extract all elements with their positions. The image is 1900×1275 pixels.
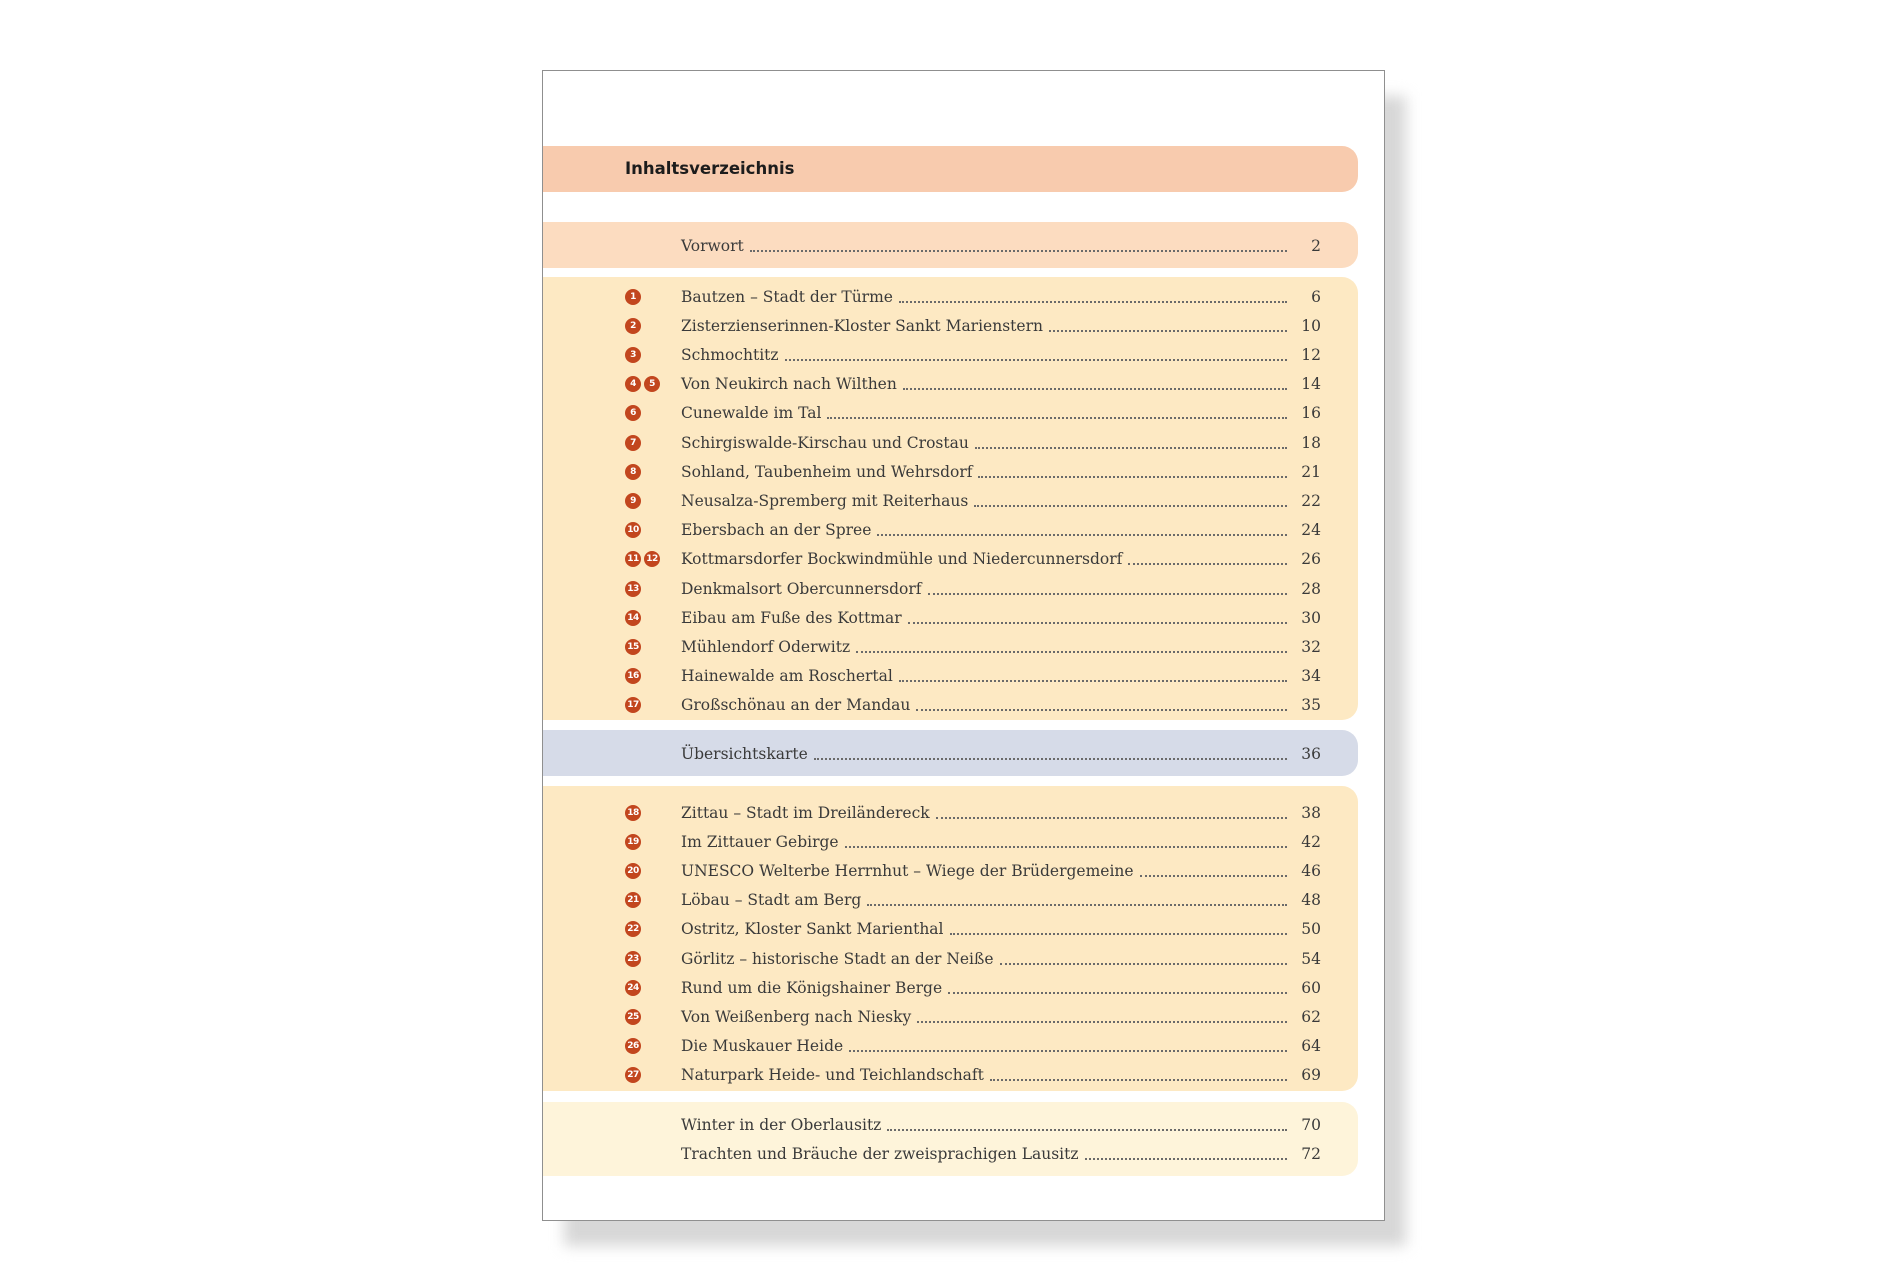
entry-label: Cunewalde im Tal xyxy=(681,404,822,423)
entry-label: Vorwort xyxy=(681,236,744,255)
entry-label: Hainewalde am Roschertal xyxy=(681,667,893,686)
entry-label: Die Muskauer Heide xyxy=(681,1037,844,1056)
entry-label: Löbau – Stadt am Berg xyxy=(681,891,862,910)
leader-dots xyxy=(887,1129,1287,1131)
entry-number-badges xyxy=(625,798,641,827)
entry-number-badges xyxy=(625,886,641,915)
entry-number-badges xyxy=(625,691,641,720)
leader-dots xyxy=(899,680,1287,682)
entry-label: UNESCO Welterbe Herrnhut – Wiege der Brüdergemeine xyxy=(681,861,1134,880)
entry-page: 69 xyxy=(1301,1066,1321,1085)
toc-entry[interactable] xyxy=(681,886,1321,915)
entry-page: 36 xyxy=(1301,744,1321,763)
entry-label: Denkmalsort Obercunnersdorf xyxy=(681,579,922,598)
toc-entry[interactable] xyxy=(681,915,1321,944)
number-badge-icon: 10 xyxy=(625,522,641,538)
entry-page: 70 xyxy=(1301,1115,1321,1134)
leader-dots xyxy=(974,505,1287,507)
leader-dots xyxy=(1000,963,1287,965)
number-badge-icon: 15 xyxy=(625,639,641,655)
entry-number-badges xyxy=(625,516,641,545)
entry-number-badges xyxy=(625,574,641,603)
entry-number-badges xyxy=(625,973,641,1002)
entry-label: Bautzen – Stadt der Türme xyxy=(681,287,893,306)
entry-page: 2 xyxy=(1311,236,1321,255)
entry-label: Ostritz, Kloster Sankt Marienthal xyxy=(681,920,944,939)
leader-dots xyxy=(916,709,1287,711)
leader-dots xyxy=(990,1079,1287,1081)
entry-page: 38 xyxy=(1301,803,1321,822)
toc-entry[interactable] xyxy=(681,1110,1321,1139)
entry-label: Kottmarsdorfer Bockwindmühle und Niedercunnersdorf xyxy=(681,550,1123,569)
number-badge-icon: 26 xyxy=(625,1038,641,1054)
entry-label: Naturpark Heide- und Teichlandschaft xyxy=(681,1066,984,1085)
number-badge-icon: 5 xyxy=(644,376,660,392)
entry-page: 60 xyxy=(1301,978,1321,997)
entry-page: 50 xyxy=(1301,920,1321,939)
entry-label: Rund um die Königshainer Berge xyxy=(681,978,943,997)
number-badge-icon: 20 xyxy=(625,863,641,879)
leader-dots xyxy=(1049,330,1287,332)
entry-page: 24 xyxy=(1301,521,1321,540)
number-badge-icon: 2 xyxy=(625,318,641,334)
entry-page: 48 xyxy=(1301,891,1321,910)
number-badge-icon: 18 xyxy=(625,805,641,821)
leader-dots xyxy=(936,817,1287,819)
leader-dots xyxy=(928,593,1288,595)
entry-number-badges xyxy=(625,457,641,486)
toc-entry[interactable] xyxy=(681,545,1321,574)
toc-entry[interactable] xyxy=(681,516,1321,545)
leader-dots xyxy=(845,846,1287,848)
entry-label: Mühlendorf Oderwitz xyxy=(681,637,851,656)
entry-label: Görlitz – historische Stadt an der Neiße xyxy=(681,949,994,968)
leader-dots xyxy=(1140,875,1287,877)
entry-label: Winter in der Oberlausitz xyxy=(681,1115,882,1134)
number-badge-icon: 12 xyxy=(644,551,660,567)
entry-page: 72 xyxy=(1301,1144,1321,1163)
number-badge-icon: 8 xyxy=(625,464,641,480)
entry-label: Schirgiswalde-Kirschau und Crostau xyxy=(681,433,969,452)
entry-page: 21 xyxy=(1301,462,1321,481)
entry-number-badges xyxy=(625,603,641,632)
leader-dots xyxy=(1128,563,1287,565)
toc-entry[interactable] xyxy=(681,1139,1321,1168)
title-band xyxy=(543,146,1358,192)
leader-dots xyxy=(1085,1158,1287,1160)
entry-number-badges xyxy=(625,282,641,311)
leader-dots xyxy=(975,447,1287,449)
entry-page: 14 xyxy=(1301,375,1321,394)
toc-entry[interactable] xyxy=(681,457,1321,486)
entry-page: 26 xyxy=(1301,550,1321,569)
number-badge-icon: 14 xyxy=(625,610,641,626)
toc-entry-vorwort[interactable] xyxy=(681,231,1321,260)
number-badge-icon: 21 xyxy=(625,892,641,908)
toc-entry[interactable] xyxy=(681,1002,1321,1031)
number-badge-icon: 13 xyxy=(625,581,641,597)
entry-label: Großschönau an der Mandau xyxy=(681,696,911,715)
entry-page: 22 xyxy=(1301,491,1321,510)
number-badge-icon: 24 xyxy=(625,980,641,996)
leader-dots xyxy=(948,992,1287,994)
toc-entry[interactable] xyxy=(681,827,1321,856)
entry-label: Im Zittauer Gebirge xyxy=(681,832,839,851)
entry-number-badges xyxy=(625,311,641,340)
entry-page: 32 xyxy=(1301,637,1321,656)
entry-label: Ebersbach an der Spree xyxy=(681,521,872,540)
toc-entry[interactable] xyxy=(681,798,1321,827)
toc-entry[interactable] xyxy=(681,856,1321,885)
entry-page: 6 xyxy=(1311,287,1321,306)
entry-label: Zittau – Stadt im Dreiländereck xyxy=(681,803,930,822)
entry-page: 28 xyxy=(1301,579,1321,598)
number-badge-icon: 27 xyxy=(625,1067,641,1083)
number-badge-icon: 7 xyxy=(625,435,641,451)
entry-page: 54 xyxy=(1301,949,1321,968)
entry-number-badges xyxy=(625,915,641,944)
number-badge-icon: 17 xyxy=(625,697,641,713)
leader-dots xyxy=(908,622,1287,624)
entry-label: Von Weißenberg nach Niesky xyxy=(681,1007,912,1026)
toc-entry-map[interactable] xyxy=(681,739,1321,768)
entry-label: Eibau am Fuße des Kottmar xyxy=(681,608,902,627)
number-badge-icon: 23 xyxy=(625,951,641,967)
entry-page: 35 xyxy=(1301,696,1321,715)
leader-dots xyxy=(814,758,1287,760)
entry-page: 34 xyxy=(1301,667,1321,686)
entry-page: 10 xyxy=(1301,316,1321,335)
number-badge-icon: 4 xyxy=(625,376,641,392)
number-badge-icon: 16 xyxy=(625,668,641,684)
leader-dots xyxy=(785,359,1287,361)
leader-dots xyxy=(950,933,1287,935)
toc-entry[interactable] xyxy=(681,973,1321,1002)
entry-number-badges xyxy=(625,428,641,457)
entry-page: 16 xyxy=(1301,404,1321,423)
entry-label: Sohland, Taubenheim und Wehrsdorf xyxy=(681,462,973,481)
number-badge-icon: 6 xyxy=(625,405,641,421)
entry-number-badges xyxy=(625,486,641,515)
toc-entry[interactable] xyxy=(681,632,1321,661)
toc-entry[interactable] xyxy=(681,370,1321,399)
entry-page: 64 xyxy=(1301,1037,1321,1056)
number-badge-icon: 19 xyxy=(625,834,641,850)
entry-number-badges xyxy=(625,370,660,399)
entry-page: 42 xyxy=(1301,832,1321,851)
toc-entry[interactable] xyxy=(681,691,1321,720)
entry-number-badges xyxy=(625,1002,641,1031)
number-badge-icon: 9 xyxy=(625,493,641,509)
entry-label: Neusalza-Spremberg mit Reiterhaus xyxy=(681,491,969,510)
entry-number-badges xyxy=(625,856,641,885)
toc-entry[interactable] xyxy=(681,340,1321,369)
entry-page: 46 xyxy=(1301,861,1321,880)
leader-dots xyxy=(903,388,1287,390)
toc-entry[interactable] xyxy=(681,662,1321,691)
leader-dots xyxy=(899,301,1287,303)
toc-entry[interactable] xyxy=(681,399,1321,428)
entry-number-badges xyxy=(625,1032,641,1061)
leader-dots xyxy=(867,904,1287,906)
toc-entry[interactable] xyxy=(681,282,1321,311)
number-badge-icon: 3 xyxy=(625,347,641,363)
entry-number-badges xyxy=(625,827,641,856)
entry-label: Schmochtitz xyxy=(681,345,779,364)
entry-label: Übersichtskarte xyxy=(681,744,808,763)
entry-number-badges xyxy=(625,399,641,428)
entry-number-badges xyxy=(625,340,641,369)
leader-dots xyxy=(877,534,1287,536)
entry-page: 18 xyxy=(1301,433,1321,452)
toc-entry[interactable] xyxy=(681,486,1321,515)
number-badge-icon: 22 xyxy=(625,921,641,937)
leader-dots xyxy=(978,476,1287,478)
leader-dots xyxy=(856,651,1287,653)
document-page xyxy=(542,70,1385,1221)
toc-entry[interactable] xyxy=(681,311,1321,340)
entry-label: Zisterzienserinnen-Kloster Sankt Marienstern xyxy=(681,316,1043,335)
toc-entry[interactable] xyxy=(681,428,1321,457)
entry-number-badges xyxy=(625,662,641,691)
toc-entry[interactable] xyxy=(681,1061,1321,1090)
leader-dots xyxy=(827,417,1287,419)
entry-page: 12 xyxy=(1301,345,1321,364)
entry-page: 30 xyxy=(1301,608,1321,627)
leader-dots xyxy=(849,1050,1287,1052)
entry-label: Von Neukirch nach Wilthen xyxy=(681,375,897,394)
entry-page: 62 xyxy=(1301,1007,1321,1026)
entry-number-badges xyxy=(625,944,641,973)
entry-number-badges xyxy=(625,545,660,574)
number-badge-icon: 1 xyxy=(625,289,641,305)
entry-label: Trachten und Bräuche der zweisprachigen Lausitz xyxy=(681,1144,1079,1163)
toc-entry[interactable] xyxy=(681,574,1321,603)
number-badge-icon: 25 xyxy=(625,1009,641,1025)
toc-entry[interactable] xyxy=(681,944,1321,973)
toc-title: Inhaltsverzeichnis xyxy=(625,159,795,178)
toc-entry[interactable] xyxy=(681,1032,1321,1061)
leader-dots xyxy=(750,250,1287,252)
entry-number-badges xyxy=(625,632,641,661)
entry-number-badges xyxy=(625,1061,641,1090)
leader-dots xyxy=(917,1021,1287,1023)
toc-entry[interactable] xyxy=(681,603,1321,632)
number-badge-icon: 11 xyxy=(625,551,641,567)
